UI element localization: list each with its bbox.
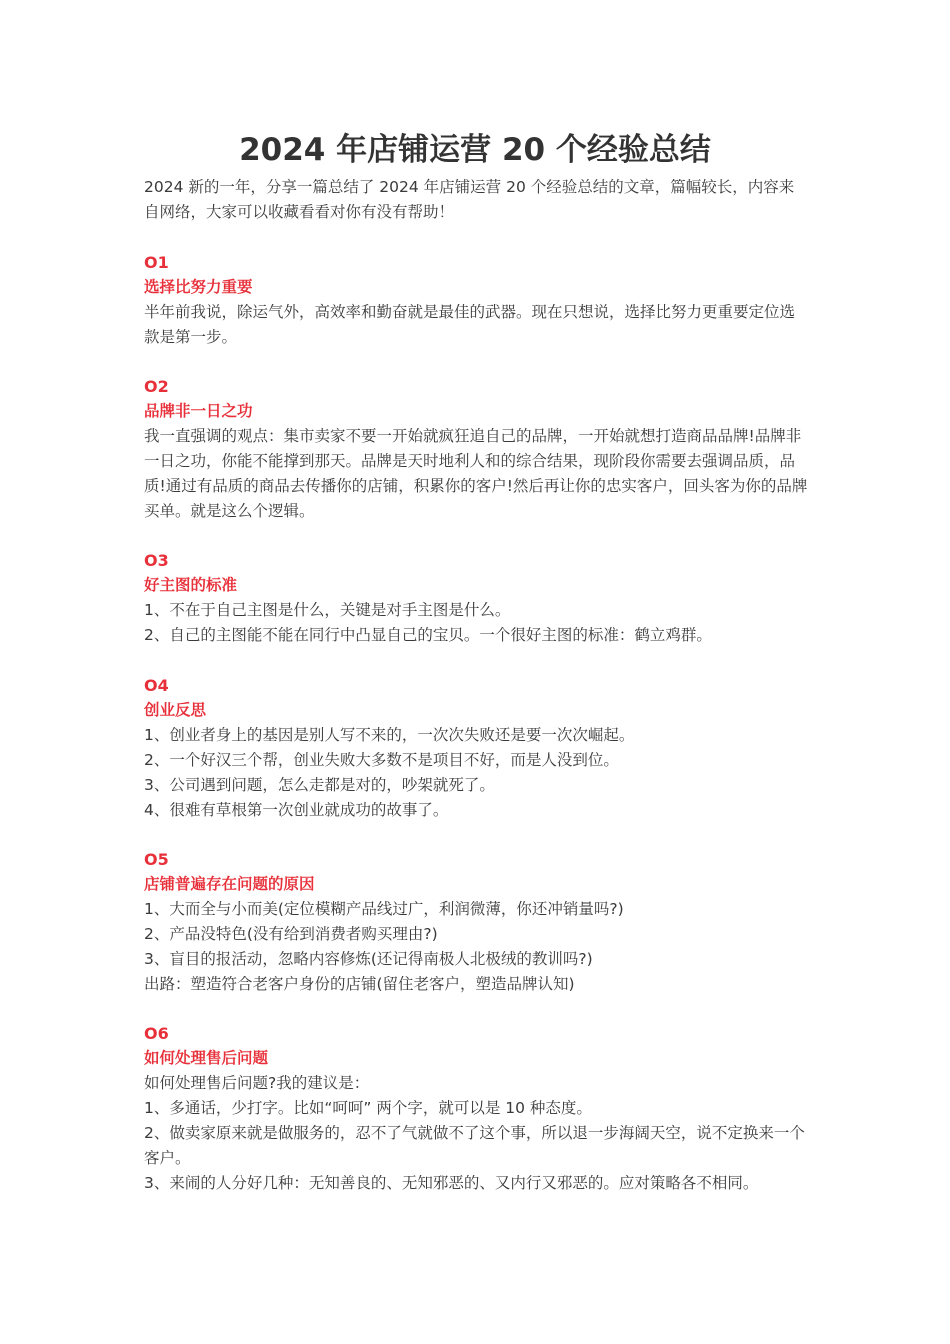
section-number: O4 [144, 676, 169, 695]
section-05 [144, 847, 809, 997]
section-number: O6 [144, 1024, 169, 1043]
section-paragraph: 我一直强调的观点：集市卖家不要一开始就疯狂追自己的品牌，一开始就想打造商品品牌!品牌非一日之功，你能不能撑到那天。品牌是天时地利人和的综合结果，现阶段你需要去强调品质，品质!通过有品质的商品去传播你的店铺，积累你的客户!然后再让你的忠实客户，回头客为你的品牌买单。就是这么个逻辑。 [144, 427, 808, 520]
section-02 [144, 374, 809, 524]
section-01 [144, 250, 809, 350]
list-item: 1、大而全与小而美(定位模糊产品线过广，利润微薄，你还冲销量吗?) [144, 900, 624, 918]
section-number: O5 [144, 850, 169, 869]
section-title: 品牌非一日之功 [144, 402, 253, 420]
list-item: 3、公司遇到问题，怎么走都是对的，吵架就死了。 [144, 776, 495, 794]
list-item: 如何处理售后问题?我的建议是： [144, 1074, 370, 1092]
section-paragraph: 半年前我说，除运气外，高效率和勤奋就是最佳的武器。现在只想说，选择比努力更重要定位选款是第一步。 [144, 303, 796, 346]
section-06 [144, 1021, 809, 1196]
list-item: 3、盲目的报活动，忽略内容修炼(还记得南极人北极绒的教训吗?) [144, 950, 593, 968]
intro-paragraph: 2024 新的一年，分享一篇总结了 2024 年店铺运营 20 个经验总结的文章，篇幅较长，内容来自网络，大家可以收藏看看对你有没有帮助！ [144, 178, 795, 221]
section-04 [144, 673, 809, 823]
section-03 [144, 548, 809, 648]
list-item: 1、多通话，少打字。比如“呵呵” 两个字，就可以是 10 种态度。 [144, 1099, 592, 1117]
list-item: 2、自己的主图能不能在同行中凸显自己的宝贝。一个很好主图的标准：鹤立鸡群。 [144, 626, 712, 644]
list-item: 2、做卖家原来就是做服务的，忍不了气就做不了这个事，所以退一步海阔天空，说不定换来一个客户。 [144, 1124, 805, 1167]
section-number: O3 [144, 551, 169, 570]
list-item: 1、不在于自己主图是什么，关键是对手主图是什么。 [144, 601, 511, 619]
list-item: 出路：塑造符合老客户身份的店铺(留住老客户，塑造品牌认知) [144, 975, 575, 993]
section-title: 如何处理售后问题 [144, 1049, 269, 1067]
list-item: 1、创业者身上的基因是别人写不来的，一次次失败还是要一次次崛起。 [144, 726, 635, 744]
list-item: 2、产品没特色(没有给到消费者购买理由?) [144, 925, 438, 943]
list-item: 3、来闹的人分好几种：无知善良的、无知邪恶的、又内行又邪恶的。应对策略各不相同。 [144, 1174, 759, 1192]
list-item: 4、很难有草根第一次创业就成功的故事了。 [144, 801, 449, 819]
section-title: 店铺普遍存在问题的原因 [144, 875, 315, 893]
section-title: 好主图的标准 [144, 576, 238, 594]
section-title: 选择比努力重要 [144, 278, 253, 296]
section-title: 创业反思 [144, 701, 207, 719]
section-number: O2 [144, 377, 169, 396]
document-title: 2024 年店铺运营 20 个经验总结 [239, 132, 711, 168]
section-number: O1 [144, 253, 169, 272]
list-item: 2、一个好汉三个帮，创业失败大多数不是项目不好，而是人没到位。 [144, 751, 619, 769]
